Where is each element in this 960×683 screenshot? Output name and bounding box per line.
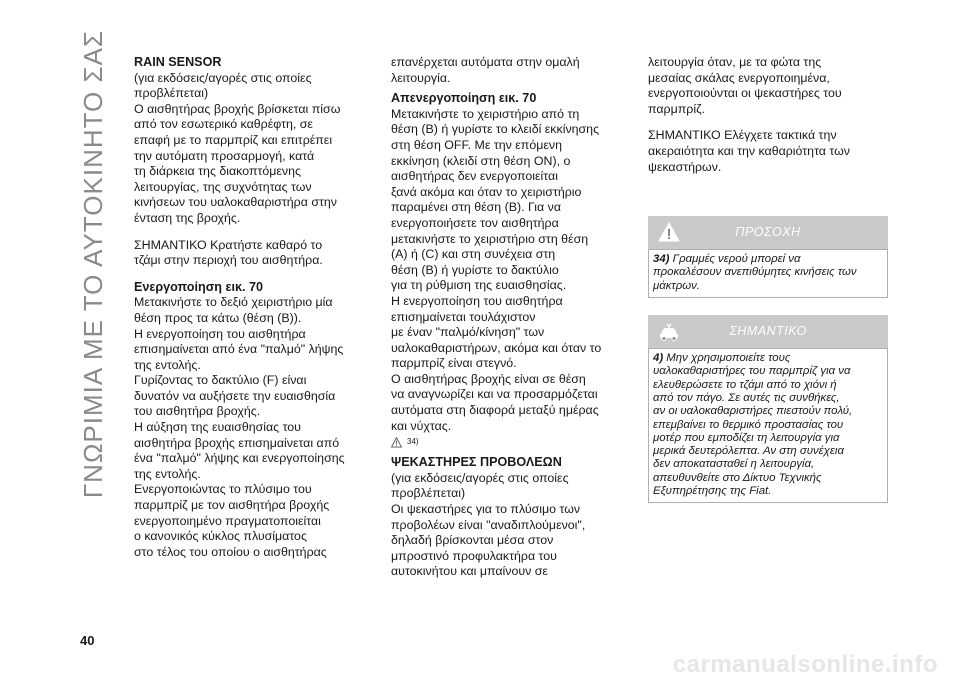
- text-line: Ο αισθητήρας βροχής είναι σε θέση: [391, 371, 586, 386]
- text-line: (για εκδόσεις/αγορές στις οποίες: [134, 70, 312, 85]
- text-line: μεσαίας σκάλας ενεργοποιημένα,: [648, 70, 830, 85]
- column-3: [648, 55, 888, 503]
- caution-box-body: [648, 249, 888, 298]
- box-text-line: μάκτρων.: [653, 279, 700, 292]
- warning-triangle-icon: [391, 437, 402, 448]
- text-line: Η ενεργοποίηση του αισθητήρα: [134, 326, 306, 341]
- section-side-title: ΓΝΩΡΙΜΙΑ ΜΕ ΤΟ ΑΥΤΟΚΙΝΗΤΟ ΣΑΣ: [78, 30, 108, 499]
- note-number: 4): [653, 352, 664, 365]
- text-line: (A) ή (C) και στη συνέχεια στη: [391, 247, 556, 262]
- text-line: της εντολής.: [134, 466, 201, 481]
- heading-activation: Ενεργοποίηση εικ. 70: [134, 279, 264, 294]
- text-line: επαφή με το παρμπρίζ και επιτρέπει: [134, 132, 333, 147]
- text-line: κινήσεων του υαλοκαθαριστήρα στην: [134, 195, 337, 210]
- text-line: Ο αισθητήρας βροχής βρίσκεται πίσω: [134, 101, 341, 116]
- text-line: Η αύξηση της ευαισθησίας του: [134, 420, 301, 435]
- column-1: [134, 55, 370, 560]
- box-text-line: [653, 352, 883, 365]
- text-line: ψεκαστήρων.: [648, 159, 722, 174]
- box-text-line: δεν αποκατασταθεί η λειτουργία,: [653, 458, 815, 471]
- text-line: να αναγνωρίζει και να προσαρμόζεται: [391, 387, 598, 402]
- box-text-line: υαλοκαθαριστήρες του παρμπρίζ για να: [653, 365, 851, 378]
- text-line: (για εκδόσεις/αγορές στις οποίες: [391, 470, 569, 485]
- text-line: ενεργοποιούνται οι ψεκαστήρες του: [648, 86, 842, 101]
- box-text: Γραμμές νερού μπορεί να: [669, 253, 801, 266]
- text-line: ενεργοποιημένο πραγματοποιείται: [134, 513, 321, 528]
- text-line: παρμπρίζ με τον αισθητήρα βροχής: [134, 498, 330, 513]
- text-line: από τον εσωτερικό καθρέφτη, σε: [134, 117, 313, 132]
- text-line: την αυτόματη προσαρμογή, κατά: [134, 148, 315, 163]
- text-line: Ενεργοποιώντας το πλύσιμο του: [134, 482, 312, 497]
- text-line: λειτουργίας, της συχνότητας των: [134, 179, 312, 194]
- box-text-line: μοτέρ που εμποδίζει τη λειτουργία για: [653, 431, 840, 444]
- text-line: επανέρχεται αυτόματα στην ομαλή: [391, 55, 580, 69]
- text-line: επισημαίνεται τουλάχιστον: [391, 309, 536, 324]
- text-line: εκκίνηση (κλειδί στη θέση ON), ο: [391, 153, 571, 168]
- text-line: ΣΗΜΑΝΤΙΚΟ Κρατήστε καθαρό το: [134, 237, 323, 252]
- text-line: τζάμι στην περιοχή του αισθητήρα.: [134, 253, 323, 268]
- text-line: δυνατόν να αυξήσετε την ευαισθησία: [134, 388, 336, 403]
- watermark: carmanualsonline.info: [672, 651, 938, 678]
- text-line: στη θέση OFF. Με την επόμενη: [391, 137, 562, 152]
- page-number: 40: [80, 633, 95, 648]
- text-line: ακεραιότητα και την καθαριότητα των: [648, 143, 850, 158]
- caution-title: ΠΡΟΣΟΧΗ: [735, 224, 801, 239]
- text-line: του αισθητήρα βροχής.: [134, 404, 261, 419]
- box-text-line: προκαλέσουν ανεπιθύμητες κινήσεις των: [653, 266, 857, 279]
- caution-reference: [391, 434, 627, 450]
- box-text-line: αν οι υαλοκαθαριστήρες πιεστούν πολύ,: [653, 405, 853, 418]
- text-line: θέση (B) ή γυρίστε το κλειδί εκκίνησης: [391, 122, 600, 137]
- text-line: παρμπρίζ είναι στεγνό.: [391, 356, 517, 371]
- box-text-line: ελευθερώσετε το τζάμι από το χιόνι ή: [653, 378, 837, 391]
- text-line: θέση (B) ή γυρίστε το δακτύλιο: [391, 262, 559, 277]
- text-line: τη διάρκεια της διακοπτόμενης: [134, 164, 301, 179]
- heading-headlight-washers: ΨΕΚΑΣΤΗΡΕΣ ΠΡΟΒΟΛΕΩΝ: [391, 455, 562, 470]
- text-line: παρμπρίζ.: [648, 101, 705, 116]
- text-line: μπροστινό προφυλακτήρα του: [391, 548, 557, 563]
- text-line: με έναν "παλμό/κίνηση" των: [391, 325, 545, 340]
- box-text-line: Εξυπηρέτησης της Fiat.: [653, 485, 772, 498]
- note-number: 34): [653, 253, 670, 266]
- column-2: [391, 55, 627, 580]
- text-line: ενεργοποιήσετε τον αισθητήρα: [391, 215, 559, 230]
- important-title: ΣΗΜΑΝΤΙΚΟ: [729, 323, 807, 338]
- important-box-body: [648, 348, 888, 503]
- box-text-line: μερικά δευτερόλεπτα. Αν στη συνέχεια: [653, 445, 844, 458]
- text-line: αυτοκινήτου και μπαίνουν σε: [391, 564, 548, 579]
- text-line: Η ενεργοποίηση του αισθητήρα: [391, 293, 563, 308]
- text-line: αισθητήρας δεν ενεργοποιείται: [391, 169, 558, 184]
- text-line: ΣΗΜΑΝΤΙΚΟ Ελέγχετε τακτικά την: [648, 128, 837, 143]
- heading-rain-sensor: RAIN SENSOR: [134, 55, 222, 69]
- text-line: στο τέλος του οποίου ο αισθητήρας: [134, 544, 327, 559]
- box-text-line: απευθυνθείτε στο Δίκτυο Τεχνικής: [653, 471, 822, 484]
- text-line: προβολέων είναι "αναδιπλούμενοι",: [391, 517, 586, 532]
- text-line: προβλέπεται): [391, 486, 466, 501]
- text-line: αυτόματα στη διαφορά μεταξύ ημέρας: [391, 403, 599, 418]
- caution-box-header: [648, 216, 888, 249]
- text-line: Γυρίζοντας το δακτύλιο (F) είναι: [134, 373, 307, 388]
- text-line: για τη ρύθμιση της ευαισθησίας.: [391, 278, 567, 293]
- text-line: Οι ψεκαστήρες για το πλύσιμο των: [391, 502, 581, 517]
- text-line: παραμένει στη θέση (B). Για να: [391, 200, 562, 215]
- text-line: αισθητήρα βροχής επισημαίνεται από: [134, 435, 340, 450]
- box-text: Μην χρησιμοποιείτε τους: [663, 352, 791, 365]
- text-line: ένταση της βροχής.: [134, 210, 241, 225]
- text-line: μετακινήστε το χειριστήριο στη θέση: [391, 231, 589, 246]
- text-line: λειτουργία.: [391, 70, 451, 85]
- text-line: ξανά ακόμα και όταν το χειριστήριο: [391, 184, 582, 199]
- important-box-header: [648, 315, 888, 348]
- box-text-line: από τον πάγο. Σε αυτές τις συνθήκες,: [653, 391, 840, 404]
- text-line: επισημαίνεται από ένα "παλμό" λήψης: [134, 342, 344, 357]
- text-line: δηλαδή βρίσκονται μέσα στον: [391, 533, 554, 548]
- text-line: θέση προς τα κάτω (θέση (B)).: [134, 310, 302, 325]
- text-line: υαλοκαθαριστήρων, ακόμα και όταν το: [391, 340, 602, 355]
- caution-box: [648, 216, 888, 298]
- text-line: προβλέπεται): [134, 86, 209, 101]
- text-line: Μετακινήστε το δεξιό χειριστήριο μία: [134, 295, 333, 310]
- text-line: της εντολής.: [134, 357, 201, 372]
- box-text-line: [653, 253, 883, 266]
- important-box: [648, 315, 888, 503]
- heading-deactivation: Απενεργοποίηση εικ. 70: [391, 91, 537, 106]
- box-text-line: επεμβαίνει το θερμικό προστασίας του: [653, 418, 844, 431]
- text-line: Μετακινήστε το χειριστήριο από τη: [391, 106, 580, 121]
- text-line: ο κανονικός κύκλος πλυσίματος: [134, 529, 307, 544]
- text-line: ένα "παλμό" λήψης και ενεργοποίησης: [134, 451, 345, 466]
- text-line: και νύχτας.: [391, 418, 452, 433]
- text-line: λειτουργία όταν, με τα φώτα της: [648, 55, 822, 69]
- reference-number: 34): [407, 437, 419, 447]
